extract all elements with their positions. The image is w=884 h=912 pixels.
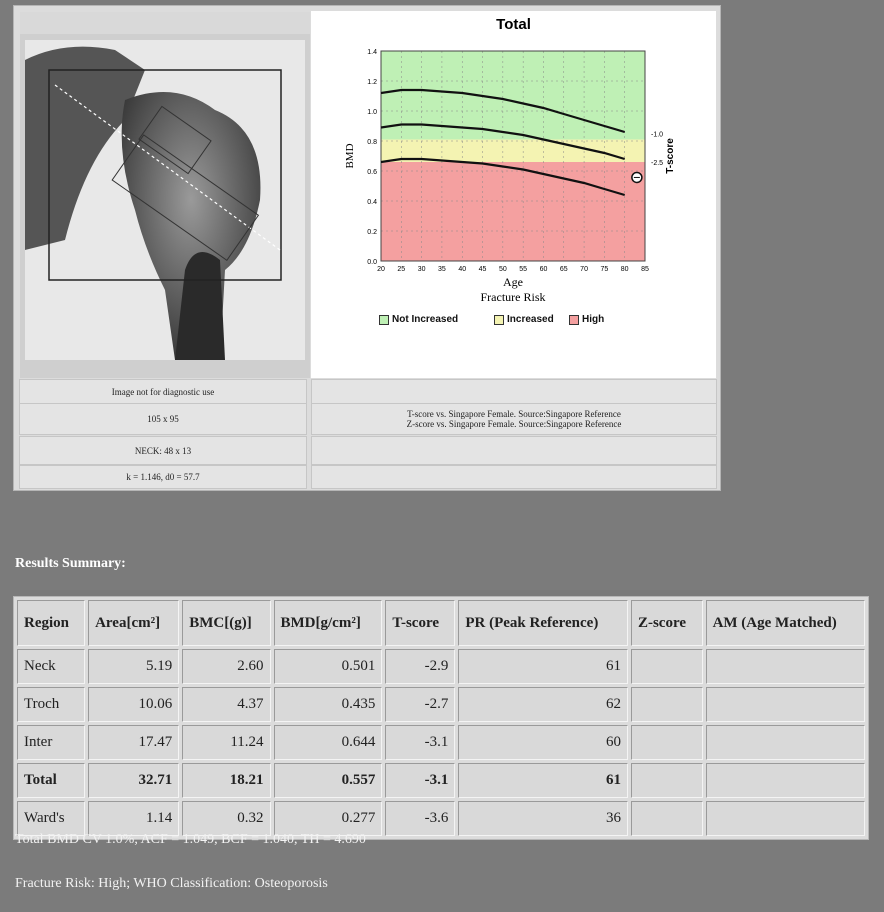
legend-not-increased [379, 314, 458, 325]
region-cell: Ward's [17, 801, 85, 836]
legend-label: High [582, 314, 605, 325]
table-row [17, 763, 865, 798]
x-tick-label: 45 [478, 266, 487, 273]
legend-swatch-red [569, 315, 579, 325]
value-cell: 10.06 [88, 687, 179, 722]
calibration: k = 1.146, d0 = 57.7 [19, 465, 307, 489]
col-bmd: BMD[g/cm²] [274, 600, 383, 646]
value-cell: 0.557 [274, 763, 383, 798]
value-cell [631, 725, 703, 760]
y-tick-label: 1.0 [367, 109, 377, 116]
info-blank-1 [311, 379, 717, 405]
y-tick-label: 0.0 [367, 259, 377, 266]
value-cell: 0.435 [274, 687, 383, 722]
zone-band [381, 162, 645, 261]
t-score-reference: T-score vs. Singapore Female. Source:Singapore Reference [407, 409, 621, 419]
image-notice: Image not for diagnostic use [19, 379, 307, 405]
bmd-chart [311, 11, 716, 311]
x-tick-label: 80 [620, 266, 629, 273]
x-tick-label: 65 [559, 266, 568, 273]
value-cell: 11.24 [182, 725, 270, 760]
value-cell: 17.47 [88, 725, 179, 760]
legend-label: Increased [507, 314, 554, 325]
x-tick-label: 85 [641, 266, 649, 273]
value-cell [706, 687, 865, 722]
x-tick-label: 40 [458, 266, 467, 273]
scan-image-cell [20, 12, 310, 378]
hip-scan-image [25, 40, 305, 360]
y2-tick-label: -1.0 [651, 131, 664, 139]
y-tick-label: 0.6 [367, 169, 377, 176]
image-size: 105 x 95 [19, 403, 307, 435]
value-cell: 0.644 [274, 725, 383, 760]
value-cell: 36 [458, 801, 628, 836]
bmd-chart-cell [311, 11, 716, 378]
legend-swatch-yellow [494, 315, 504, 325]
value-cell: 61 [458, 649, 628, 684]
y2-axis-label: T-score [665, 138, 676, 174]
value-cell: 18.21 [182, 763, 270, 798]
col-t-score: T-score [385, 600, 455, 646]
value-cell: -3.1 [385, 725, 455, 760]
x-tick-label: 20 [377, 266, 385, 273]
value-cell: 0.501 [274, 649, 383, 684]
info-blank-2 [311, 436, 717, 465]
y-tick-label: 0.4 [367, 199, 377, 206]
value-cell: 4.37 [182, 687, 270, 722]
table-row [17, 687, 865, 722]
value-cell [631, 801, 703, 836]
value-cell [631, 687, 703, 722]
value-cell [706, 763, 865, 798]
y-axis-label: BMD [344, 143, 356, 169]
scan-report-panel [13, 5, 721, 491]
col-bmc: BMC[(g)] [182, 600, 270, 646]
x-tick-label: 25 [397, 266, 406, 273]
table-row [17, 649, 865, 684]
fracture-risk-footnote: Fracture Risk: High; WHO Classification: Osteoporosis [15, 876, 328, 891]
col-z-score: Z-score [631, 600, 703, 646]
x-tick-label: 55 [519, 266, 528, 273]
table-row [17, 725, 865, 760]
col-region: Region [17, 600, 85, 646]
value-cell [706, 801, 865, 836]
region-cell: Total [17, 763, 85, 798]
value-cell: 62 [458, 687, 628, 722]
col-pr: PR (Peak Reference) [458, 600, 628, 646]
y-tick-label: 1.2 [367, 79, 377, 86]
region-cell: Troch [17, 687, 85, 722]
x-tick-label: 60 [539, 266, 548, 273]
value-cell: 5.19 [88, 649, 179, 684]
value-cell [631, 763, 703, 798]
results-table [13, 596, 869, 840]
x-tick-label: 50 [498, 266, 507, 273]
bmd-cv-footnote: Total BMD CV 1.0%, ACF = 1.049, BCF = 1.040, TH = 4.690 [15, 832, 366, 847]
value-cell: -3.1 [385, 763, 455, 798]
legend-label: Not Increased [392, 314, 459, 325]
value-cell [706, 649, 865, 684]
region-cell: Neck [17, 649, 85, 684]
x-tick-label: 75 [600, 266, 609, 273]
y2-tick-label: -2.5 [651, 160, 664, 167]
y-tick-label: 0.8 [367, 139, 377, 146]
value-cell [706, 725, 865, 760]
x-tick-label: 30 [417, 266, 426, 273]
col-area: Area[cm²] [88, 600, 179, 646]
value-cell: 0.277 [274, 801, 383, 836]
reference-info [311, 403, 717, 435]
results-summary-title: Results Summary: [15, 556, 126, 571]
value-cell: -2.9 [385, 649, 455, 684]
x-axis-label: Age [503, 275, 523, 289]
legend-increased [494, 314, 554, 325]
chart-subtitle: Fracture Risk [480, 290, 546, 304]
table-row [17, 801, 865, 836]
col-am: AM (Age Matched) [706, 600, 865, 646]
y-tick-label: 0.2 [367, 229, 377, 236]
table-header-row [17, 600, 865, 646]
neck-size: NECK: 48 x 13 [19, 436, 307, 465]
value-cell: -3.6 [385, 801, 455, 836]
chart-title: Total [496, 16, 531, 33]
z-score-reference: Z-score vs. Singapore Female. Source:Singapore Reference [406, 419, 622, 429]
x-tick-label: 70 [580, 266, 588, 273]
value-cell: 32.71 [88, 763, 179, 798]
info-blank-3 [311, 465, 717, 489]
value-cell: 60 [458, 725, 628, 760]
y-tick-label: 1.4 [367, 49, 377, 56]
value-cell: 2.60 [182, 649, 270, 684]
value-cell: 61 [458, 763, 628, 798]
value-cell: -2.7 [385, 687, 455, 722]
value-cell: 0.32 [182, 801, 270, 836]
legend-high [569, 314, 604, 325]
value-cell [631, 649, 703, 684]
legend-swatch-green [379, 315, 389, 325]
region-cell: Inter [17, 725, 85, 760]
value-cell: 1.14 [88, 801, 179, 836]
image-header-bar [20, 12, 310, 34]
x-tick-label: 35 [438, 266, 446, 273]
